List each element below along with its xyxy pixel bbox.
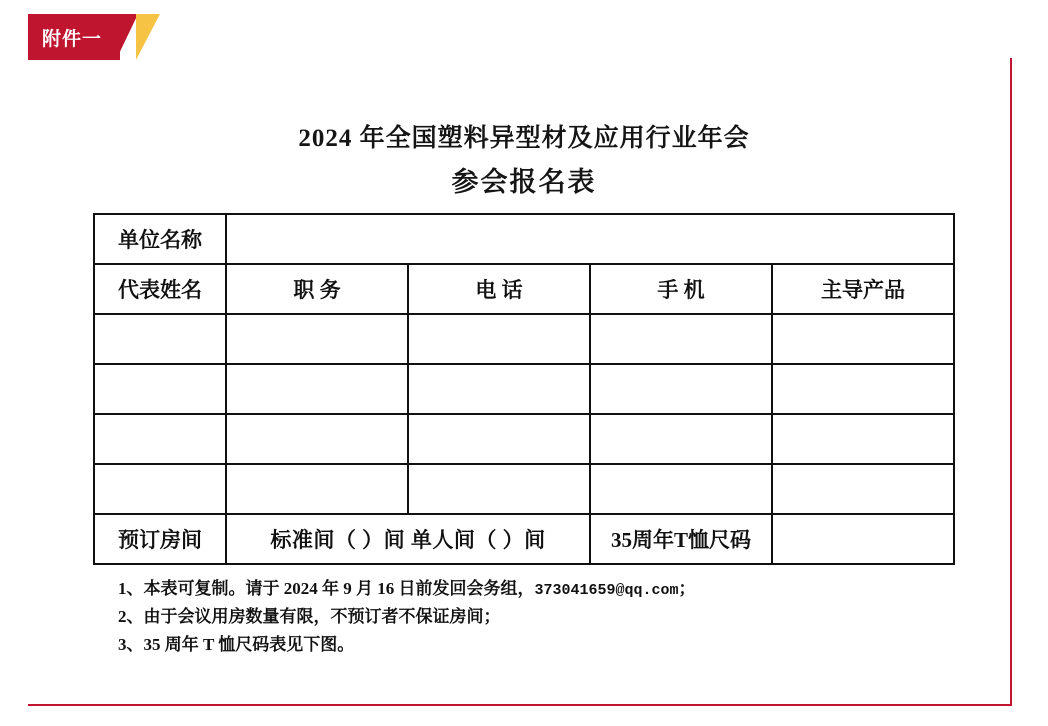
note-text: 1、本表可复制。请于 2024 年 9 月 16 日前发回会务组， bbox=[118, 579, 535, 598]
cell-name[interactable] bbox=[94, 314, 226, 364]
room-type-options[interactable]: 标准间（ ）间 单人间（ ）间 bbox=[226, 514, 590, 564]
attachment-tab bbox=[28, 14, 166, 60]
header-phone: 电 话 bbox=[408, 264, 590, 314]
note-item bbox=[118, 631, 964, 659]
note-item bbox=[118, 603, 964, 631]
table-row bbox=[94, 414, 954, 464]
note-suffix: ； bbox=[678, 579, 696, 598]
table-row bbox=[94, 314, 954, 364]
note-email: 373041659@qq.com bbox=[534, 582, 679, 599]
table-row-room bbox=[94, 514, 954, 564]
note-item bbox=[118, 575, 964, 603]
note-text: 2、由于会议用房数量有限，不预订者不保证房间； bbox=[118, 607, 501, 627]
cell-phone[interactable] bbox=[408, 414, 590, 464]
tshirt-size-value[interactable] bbox=[772, 514, 954, 564]
cell-main-product[interactable] bbox=[772, 464, 954, 514]
notes-list bbox=[118, 575, 964, 658]
cell-position[interactable] bbox=[226, 314, 408, 364]
tab-slash-decoration bbox=[120, 14, 166, 60]
cell-mobile[interactable] bbox=[590, 414, 772, 464]
table-row bbox=[94, 464, 954, 514]
cell-mobile[interactable] bbox=[590, 364, 772, 414]
header-name: 代表姓名 bbox=[94, 264, 226, 314]
header-main-product: 主导产品 bbox=[772, 264, 954, 314]
tshirt-size-label: 35周年T恤尺码 bbox=[590, 514, 772, 564]
document-title-line1: 2024 年全国塑料异型材及应用行业年会 bbox=[298, 125, 750, 152]
registration-table bbox=[93, 213, 955, 565]
cell-phone[interactable] bbox=[408, 314, 590, 364]
header-mobile: 手 机 bbox=[590, 264, 772, 314]
cell-name[interactable] bbox=[94, 414, 226, 464]
cell-position[interactable] bbox=[226, 414, 408, 464]
cell-main-product[interactable] bbox=[772, 414, 954, 464]
unit-name-label: 单位名称 bbox=[94, 214, 226, 264]
cell-name[interactable] bbox=[94, 364, 226, 414]
cell-phone[interactable] bbox=[408, 364, 590, 414]
table-row-unit bbox=[94, 214, 954, 264]
cell-main-product[interactable] bbox=[772, 314, 954, 364]
document-content bbox=[84, 118, 964, 658]
table-row bbox=[94, 364, 954, 414]
cell-name[interactable] bbox=[94, 464, 226, 514]
room-booking-label: 预订房间 bbox=[94, 514, 226, 564]
cell-position[interactable] bbox=[226, 464, 408, 514]
unit-name-value[interactable] bbox=[226, 214, 954, 264]
document-title-line2: 参会报名表 bbox=[451, 167, 597, 197]
table-header-row bbox=[94, 264, 954, 314]
cell-main-product[interactable] bbox=[772, 364, 954, 414]
cell-mobile[interactable] bbox=[590, 464, 772, 514]
header-position: 职 务 bbox=[226, 264, 408, 314]
cell-position[interactable] bbox=[226, 364, 408, 414]
cell-phone[interactable] bbox=[408, 464, 590, 514]
note-text: 3、35 周年 T 恤尺码表见下图。 bbox=[118, 634, 355, 654]
attachment-tab-label: 附件一 bbox=[28, 14, 120, 60]
cell-mobile[interactable] bbox=[590, 314, 772, 364]
